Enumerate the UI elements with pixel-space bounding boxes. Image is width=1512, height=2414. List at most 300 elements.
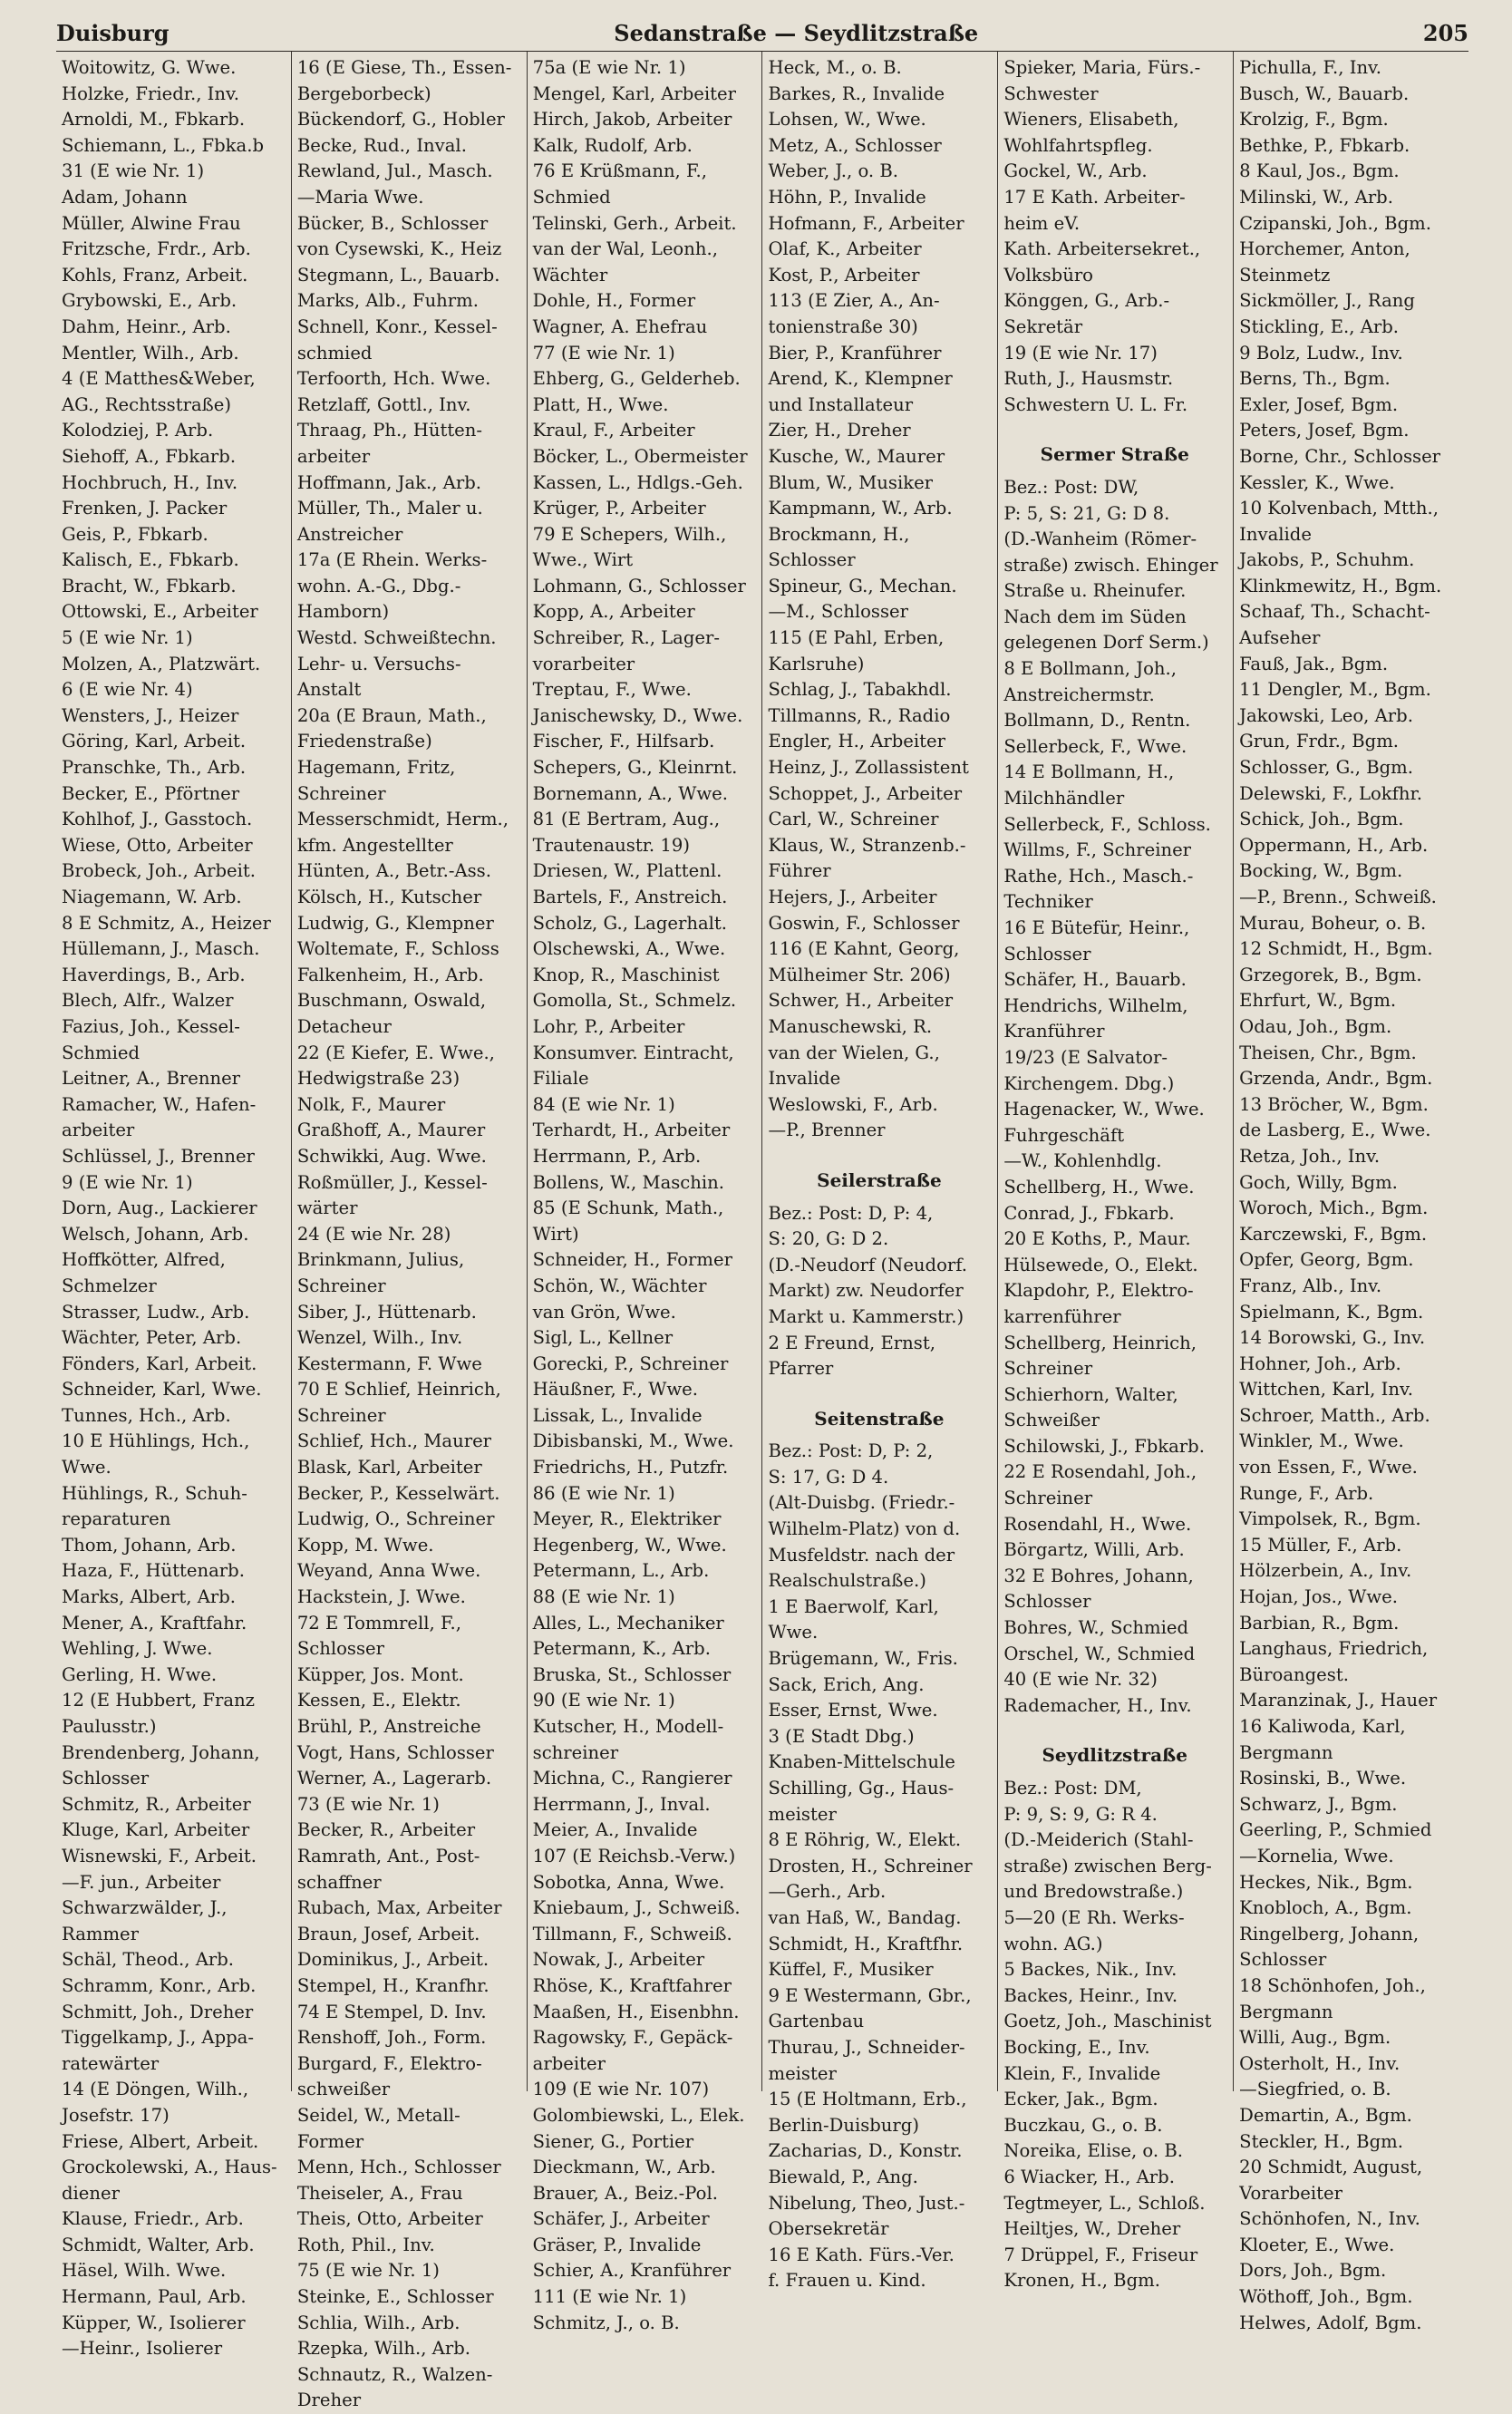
directory-entry: Hirch, Jakob, Arbeiter (532, 109, 732, 131)
directory-entry: Pranschke, Th., Arb. (62, 757, 247, 779)
directory-entry: Hühlings, R., Schuh- (62, 1482, 247, 1504)
street-heading: Seydlitzstraße (1042, 1744, 1187, 1767)
directory-columns (56, 52, 1468, 2411)
directory-entry: Göring, Karl, Arbeit. (62, 731, 247, 752)
directory-entry: tonienstraße 30) (768, 315, 918, 337)
directory-entry: Wohlfahrtspfleg. (1003, 134, 1153, 156)
directory-entry: Sellerbeck, F., Schloss. (1003, 813, 1211, 835)
directory-entry: Nolk, F., Maurer (296, 1093, 446, 1115)
directory-entry: —W., Kohlenhdlg. (1003, 1150, 1162, 1172)
directory-entry: karrenführer (1003, 1305, 1121, 1327)
directory-entry: AG., Rechtsstraße) (62, 393, 231, 415)
directory-entry: Meier, A., Invalide (532, 1819, 698, 1841)
directory-entry: von Essen, F., Wwe. (1239, 1457, 1418, 1478)
directory-entry: Invalide (1239, 523, 1312, 545)
directory-entry: Spineur, G., Mechan. (768, 575, 957, 596)
directory-entry: Wehling, J. Wwe. (62, 1638, 213, 1660)
directory-entry: Bracht, W., Fbkarb. (62, 575, 237, 596)
directory-entry: Anstreicher (296, 523, 403, 545)
column-1 (56, 52, 291, 2360)
directory-entry: 115 (E Pahl, Erben, (768, 627, 945, 649)
directory-entry: Ragowsky, F., Gepäck- (532, 2027, 733, 2049)
directory-entry: Ecker, Jak., Bgm. (1003, 2089, 1158, 2110)
directory-entry: 19/23 (E Salvator- (1003, 1046, 1168, 1068)
directory-entry: Nibelung, Theo, Just.- (768, 2192, 965, 2214)
directory-entry: Schepers, G., Kleinrnt. (532, 757, 738, 779)
directory-entry: Becke, Rud., Inval. (296, 134, 467, 156)
directory-entry: Tiggelkamp, J., Appa- (62, 2027, 254, 2049)
directory-entry: Tillmanns, R., Radio (768, 704, 951, 726)
directory-entry: 24 (E wie Nr. 28) (296, 1223, 451, 1245)
directory-entry: Schäl, Theod., Arb. (62, 1949, 235, 1971)
directory-entry: Seidel, W., Metall- (296, 2104, 460, 2126)
directory-entry: Wwe. (768, 1622, 819, 1643)
directory-entry: Lohsen, W., Wwe. (768, 109, 926, 131)
directory-entry: 3 (E Stadt Dbg.) (768, 1725, 915, 1747)
directory-entry: Runge, F., Arb. (1239, 1482, 1374, 1504)
directory-entry: Blask, Karl, Arbeiter (296, 1457, 482, 1478)
directory-entry: arbeiter (532, 2052, 606, 2074)
directory-entry: Kloeter, E., Wwe. (1239, 2234, 1395, 2255)
directory-entry: 4 (E Matthes&Weber, (62, 368, 256, 390)
directory-entry: 88 (E wie Nr. 1) (532, 1586, 675, 1608)
directory-entry: 18 Schönhofen, Joh., (1239, 1974, 1426, 1996)
directory-entry: Kalk, Rudolf, Arb. (532, 134, 693, 156)
directory-entry: Menn, Hch., Schlosser (296, 2157, 501, 2178)
directory-entry: Kölsch, H., Kutscher (296, 887, 482, 907)
column-2 (291, 52, 527, 2411)
directory-entry: Schneider, H., Former (532, 1249, 732, 1271)
directory-entry: Bocking, W., Bgm. (1239, 860, 1403, 882)
directory-entry: Klapdohr, P., Elektro- (1003, 1280, 1194, 1302)
directory-entry: Willms, F., Schreiner (1003, 839, 1192, 861)
directory-entry: Musfeldstr. nach der (768, 1544, 955, 1566)
directory-entry: 107 (E Reichsb.-Verw.) (532, 1845, 736, 1866)
directory-entry: Fazius, Joh., Kessel- (62, 1015, 240, 1037)
directory-entry: Scholz, G., Lagerhalt. (532, 912, 728, 934)
directory-entry: Noreika, Elise, o. B. (1003, 2140, 1183, 2162)
directory-entry: Frenken, J. Packer (62, 498, 228, 519)
directory-entry: Schmied (532, 186, 611, 208)
directory-entry: Ottowski, E., Arbeiter (62, 601, 258, 623)
directory-entry: Hegenberg, W., Wwe. (532, 1534, 727, 1556)
directory-entry: Nach dem im Süden (1003, 606, 1187, 627)
directory-entry: Becker, P., Kesselwärt. (296, 1482, 500, 1504)
directory-entry: Tegtmeyer, L., Schloß. (1003, 2192, 1206, 2214)
directory-entry: Alles, L., Mechaniker (532, 1612, 724, 1634)
directory-entry: gelegenen Dorf Serm.) (1003, 632, 1209, 654)
directory-entry: Carl, W., Schreiner (768, 809, 939, 830)
directory-entry: Hedwigstraße 23) (296, 1068, 460, 1090)
directory-entry: Engler, H., Arbeiter (768, 731, 946, 752)
directory-entry: Weyand, Anna Wwe. (296, 1560, 481, 1582)
directory-entry: P: 9, S: 9, G: R 4. (1003, 1803, 1158, 1825)
directory-entry: (D.-Neudorf (Neudorf. (768, 1254, 968, 1275)
directory-entry: Kath. Arbeitersekret., (1003, 238, 1201, 260)
directory-entry: Exler, Josef, Bgm. (1239, 393, 1399, 415)
directory-entry: S: 17, G: D 4. (768, 1466, 889, 1488)
directory-entry: Dibisbanski, M., Wwe. (532, 1430, 734, 1452)
directory-entry: 77 (E wie Nr. 1) (532, 342, 675, 364)
directory-entry: —Siegfried, o. B. (1239, 2079, 1391, 2100)
directory-entry: Vorarbeiter (1239, 2182, 1342, 2204)
directory-entry: 9 E Westermann, Gbr., (768, 1984, 972, 2006)
directory-entry: Terhardt, H., Arbeiter (532, 1120, 731, 1141)
directory-entry: Blum, W., Musiker (768, 471, 934, 493)
directory-entry: Vogt, Hans, Schlosser (296, 1741, 494, 1763)
directory-entry: 5 (E wie Nr. 1) (62, 627, 193, 649)
directory-entry: Kalisch, E., Fbkarb. (62, 549, 239, 571)
directory-entry: Helwes, Adolf, Bgm. (1239, 2312, 1422, 2333)
directory-entry: wärter (296, 1197, 358, 1219)
directory-entry: Ehberg, G., Gelderheb. (532, 368, 741, 390)
directory-entry: —P., Brenner (768, 1120, 886, 1141)
directory-entry: Haverdings, B., Arb. (62, 964, 246, 985)
directory-entry: Rubach, Max, Arbeiter (296, 1897, 502, 1919)
directory-entry: wohn. A.-G., Dbg.- (296, 575, 461, 596)
directory-entry: Oppermann, H., Arb. (1239, 834, 1429, 856)
directory-entry: Bez.: Post: DM, (1003, 1778, 1142, 1798)
directory-entry: Pfarrer (768, 1358, 834, 1380)
directory-entry: Theis, Otto, Arbeiter (296, 2208, 483, 2230)
directory-entry: Klinkmewitz, H., Bgm. (1239, 575, 1442, 596)
directory-entry: Dorn, Aug., Lackierer (62, 1197, 257, 1219)
street-heading: Sermer Straße (1040, 443, 1189, 466)
directory-entry: Falkenheim, H., Arb. (296, 964, 484, 985)
directory-entry: Hagenacker, W., Wwe. (1003, 1099, 1205, 1120)
directory-entry: Klause, Friedr., Arb. (62, 2208, 244, 2230)
directory-entry: 20 Schmidt, August, (1239, 2157, 1423, 2178)
directory-entry: Kranführer (1003, 1021, 1105, 1042)
directory-entry: Aufseher (1239, 627, 1321, 649)
directory-entry: schmied (296, 342, 373, 364)
directory-entry: Franz, Alb., Inv. (1239, 1275, 1382, 1296)
directory-entry: Grzegorek, B., Bgm. (1239, 964, 1422, 985)
directory-entry: Ringelberg, Johann, (1239, 1923, 1420, 1944)
directory-entry: schreiner (532, 1741, 619, 1763)
directory-entry: 20 E Koths, P., Maur. (1003, 1228, 1191, 1250)
directory-entry: 20a (E Braun, Math., (296, 704, 487, 726)
directory-entry: Siener, G., Portier (532, 2130, 694, 2152)
directory-entry: van der Wal, Leonh., (532, 238, 718, 260)
directory-entry: Delewski, F., Lokfhr. (1239, 782, 1422, 804)
directory-entry: Schlosser (296, 1638, 384, 1660)
directory-entry: Welsch, Johann, Arb. (62, 1223, 249, 1245)
directory-entry: meister (768, 1803, 837, 1825)
directory-entry: Sack, Erich, Ang. (768, 1673, 925, 1695)
directory-entry: Schön, W., Wächter (532, 1275, 707, 1296)
directory-entry: Küpper, Jos. Mont. (296, 1663, 464, 1685)
directory-entry: Hochbruch, H., Inv. (62, 471, 238, 493)
directory-entry: Werner, A., Lagerarb. (296, 1768, 492, 1789)
directory-entry: Hofmann, F., Arbeiter (768, 212, 964, 234)
directory-entry: 73 (E wie Nr. 1) (296, 1793, 440, 1815)
directory-entry: Fönders, Karl, Arbeit. (62, 1352, 257, 1374)
directory-entry: Zier, H., Dreher (768, 420, 911, 441)
directory-entry: —Maria Wwe. (296, 186, 424, 208)
directory-entry: Ehrfurt, W., Bgm. (1239, 990, 1397, 1012)
directory-entry: 9 (E wie Nr. 1) (62, 1171, 193, 1193)
directory-entry: Kusche, W., Maurer (768, 445, 945, 467)
directory-entry: Gräser, P., Invalide (532, 2234, 702, 2255)
column-3 (527, 52, 762, 2333)
directory-entry: Kniebaum, J., Schweiß. (532, 1897, 741, 1919)
directory-entry: Schmied (62, 1042, 141, 1063)
directory-entry: Schellberg, Heinrich, (1003, 1332, 1197, 1353)
directory-entry: Schwikki, Aug. Wwe. (296, 1145, 487, 1167)
directory-entry: Renshoff, Joh., Form. (296, 2027, 487, 2049)
directory-entry: Strasser, Ludw., Arb. (62, 1301, 250, 1323)
directory-entry: und Installateur (768, 393, 914, 415)
directory-entry: 5—20 (E Rh. Werks- (1003, 1906, 1185, 1928)
directory-entry: Bez.: Post: D, P: 4, (768, 1202, 934, 1224)
directory-entry: Schmelzer (62, 1275, 157, 1296)
directory-entry: Wisnewski, F., Arbeit. (62, 1845, 257, 1866)
directory-entry: 10 E Hühlings, Hch., (62, 1430, 250, 1452)
directory-entry: Telinski, Gerh., Arbeit. (532, 212, 737, 234)
directory-entry: P: 5, S: 21, G: D 8. (1003, 502, 1170, 524)
directory-entry: Krüger, P., Arbeiter (532, 498, 706, 519)
directory-entry: 109 (E wie Nr. 107) (532, 2079, 710, 2100)
directory-entry: Herrmann, J., Inval. (532, 1793, 711, 1815)
directory-entry: Bez.: Post: DW, (1003, 476, 1139, 498)
directory-entry: Schwarz, J., Bgm. (1239, 1793, 1398, 1815)
directory-entry: Schilling, Gg., Haus- (768, 1778, 955, 1798)
directory-entry: Hoffmann, Jak., Arb. (296, 471, 481, 493)
directory-entry: Meyer, R., Elektriker (532, 1508, 722, 1530)
directory-entry: Bethke, P., Fbkarb. (1239, 134, 1410, 156)
directory-entry: 12 (E Hubbert, Franz (62, 1690, 256, 1711)
directory-entry: Hojan, Jos., Wwe. (1239, 1586, 1398, 1608)
directory-entry: Rosendahl, H., Wwe. (1003, 1513, 1192, 1535)
directory-entry: Former (296, 2130, 364, 2152)
directory-entry: Schellberg, H., Wwe. (1003, 1176, 1195, 1197)
directory-entry: Schlia, Wilh., Arb. (296, 2312, 460, 2333)
directory-entry: Schlosser (1003, 943, 1091, 965)
header-city: Duisburg (56, 20, 170, 46)
directory-entry: Knaben-Mittelschule (768, 1751, 955, 1773)
directory-entry: Karlsruhe) (768, 653, 865, 674)
directory-entry: 75 (E wie Nr. 1) (296, 2260, 440, 2282)
directory-entry: Haza, F., Hüttenarb. (62, 1560, 245, 1582)
directory-entry: Marks, Alb., Fuhrm. (296, 290, 479, 312)
directory-entry: ratewärter (62, 2052, 160, 2074)
directory-entry: Realschulstraße.) (768, 1570, 926, 1592)
directory-entry: Fritzsche, Frdr., Arb. (62, 238, 251, 260)
directory-entry: Petermann, K., Arb. (532, 1638, 711, 1660)
directory-entry: Schoppet, J., Arbeiter (768, 782, 963, 804)
directory-entry: 22 E Rosendahl, Joh., (1003, 1461, 1197, 1483)
directory-entry: 10 Kolvenbach, Mtth., (1239, 498, 1439, 519)
directory-entry: 113 (E Zier, A., An- (768, 290, 940, 312)
directory-entry: Gerling, H. Wwe. (62, 1663, 218, 1685)
directory-entry: Willi, Aug., Bgm. (1239, 2027, 1391, 2049)
directory-entry: Milinski, W., Arb. (1239, 186, 1393, 208)
directory-entry: 85 (E Schunk, Math., (532, 1197, 724, 1219)
directory-entry: straße) zwischen Berg- (1003, 1855, 1212, 1876)
directory-entry: Woltemate, F., Schloss (296, 938, 499, 960)
directory-entry: Schramm, Konr., Arb. (62, 1974, 257, 1996)
directory-entry: 16 Kaliwoda, Karl, (1239, 1716, 1406, 1737)
directory-entry: 17a (E Rhein. Werks- (296, 549, 488, 571)
directory-entry: Kirchengem. Dbg.) (1003, 1072, 1175, 1094)
directory-entry: Dohle, H., Former (532, 290, 696, 312)
directory-entry: Mener, A., Kraftfahr. (62, 1612, 247, 1634)
directory-entry: Rammer (62, 1923, 140, 1944)
directory-entry: Brühl, P., Anstreiche (296, 1716, 481, 1737)
directory-entry: 6 (E wie Nr. 4) (62, 679, 193, 701)
directory-entry: Retzlaff, Gottl., Inv. (296, 393, 471, 415)
directory-entry: 40 (E wie Nr. 32) (1003, 1669, 1158, 1691)
directory-entry: Thom, Johann, Arb. (62, 1534, 237, 1556)
directory-entry: 12 Schmidt, H., Bgm. (1239, 938, 1433, 960)
directory-entry: Lissak, L., Invalide (532, 1404, 703, 1426)
directory-entry: schaffner (296, 1871, 382, 1893)
directory-entry: Karczewski, F., Bgm. (1239, 1223, 1428, 1245)
directory-entry: Stempel, H., Kranfhr. (296, 1974, 489, 1996)
directory-entry: Bücker, B., Schlosser (296, 212, 489, 234)
directory-entry: Häsel, Wilh. Wwe. (62, 2260, 227, 2282)
directory-entry: und Bredowstraße.) (1003, 1881, 1184, 1903)
directory-entry: Grybowski, E., Arb. (62, 290, 237, 312)
directory-entry: Maranzinak, J., Hauer (1239, 1690, 1438, 1711)
directory-entry: f. Frauen u. Kind. (768, 2270, 926, 2292)
directory-entry: Schweißer (1003, 1410, 1100, 1431)
directory-entry: Treptau, F., Wwe. (532, 679, 692, 701)
directory-entry: Blech, Alfr., Walzer (62, 990, 234, 1012)
directory-entry: Opfer, Georg, Bgm. (1239, 1249, 1414, 1271)
directory-entry: Westd. Schweißtechn. (296, 627, 497, 649)
directory-entry: Schreiner (296, 782, 386, 804)
directory-entry: Schnautz, R., Walzen- (296, 2363, 493, 2385)
directory-entry: Rosinski, B., Wwe. (1239, 1768, 1407, 1789)
directory-entry: Schwer, H., Arbeiter (768, 990, 954, 1012)
directory-entry: Küffel, F., Musiker (768, 1959, 934, 1981)
directory-entry: Wirt) (532, 1223, 579, 1245)
directory-entry: Markt u. Kammerstr.) (768, 1305, 964, 1327)
directory-entry: Hejers, J., Arbeiter (768, 887, 937, 907)
directory-entry: Berns, Th., Bgm. (1239, 368, 1391, 390)
directory-entry: Drosten, H., Schreiner (768, 1855, 973, 1876)
directory-entry: 72 E Tommrell, F., (296, 1612, 461, 1634)
directory-entry: Kampmann, W., Arb. (768, 498, 953, 519)
directory-entry: 9 Bolz, Ludw., Inv. (1239, 342, 1403, 364)
directory-entry: Detacheur (296, 1015, 392, 1037)
directory-entry: Könggen, G., Arb.- (1003, 290, 1170, 312)
directory-entry: wohn. AG.) (1003, 1933, 1103, 1954)
column-6 (1233, 52, 1468, 2333)
directory-entry: Schmidt, H., Kraftfhr. (768, 1933, 964, 1954)
directory-entry: Terfoorth, Hch. Wwe. (296, 368, 491, 390)
directory-entry: Peters, Josef, Bgm. (1239, 420, 1410, 441)
directory-entry: 70 E Schlief, Heinrich, (296, 1379, 501, 1401)
directory-entry: Grzenda, Andr., Bgm. (1239, 1068, 1433, 1090)
directory-entry: Hagemann, Fritz, (296, 757, 456, 779)
directory-entry: Roth, Phil., Inv. (296, 2234, 435, 2255)
directory-entry: Herrmann, P., Arb. (532, 1145, 702, 1167)
directory-entry: 2 E Freund, Ernst, (768, 1332, 935, 1353)
directory-entry: Hölzerbein, A., Inv. (1239, 1560, 1412, 1582)
directory-entry: Dominikus, J., Arbeit. (296, 1949, 489, 1971)
directory-entry: Busch, W., Bauarb. (1239, 82, 1410, 104)
directory-entry: Schreiner (296, 1404, 386, 1426)
directory-entry: Goetz, Joh., Maschinist (1003, 2011, 1212, 2032)
directory-entry: Brauer, A., Beiz.-Pol. (532, 2182, 718, 2204)
directory-entry: Schmitz, J., o. B. (532, 2312, 680, 2333)
directory-entry: Gockel, W., Arb. (1003, 160, 1148, 182)
directory-entry: Schreiber, R., Lager- (532, 627, 720, 649)
directory-entry: Ludwig, O., Schreiner (296, 1508, 495, 1530)
directory-entry: Sickmöller, J., Rang (1239, 290, 1415, 312)
directory-entry: Volksbüro (1003, 264, 1093, 286)
directory-entry: Schaaf, Th., Schacht- (1239, 601, 1430, 623)
directory-entry: Lehr- u. Versuchs- (296, 653, 461, 674)
directory-entry: Schäfer, J., Arbeiter (532, 2208, 710, 2230)
directory-entry: Osterholt, H., Inv. (1239, 2052, 1401, 2074)
directory-entry: Techniker (1003, 891, 1093, 913)
directory-entry: Wwe. (62, 1457, 111, 1478)
directory-entry: Bruska, St., Schlosser (532, 1663, 732, 1685)
directory-entry: 1 E Baerwolf, Karl, (768, 1595, 939, 1617)
directory-entry: Schlosser, G., Bgm. (1239, 757, 1413, 779)
directory-entry: Hohner, Joh., Arb. (1239, 1352, 1401, 1374)
directory-entry: Bergmann (1239, 2001, 1333, 2022)
directory-entry: Arnoldi, M., Fbkarb. (62, 109, 246, 131)
directory-entry: 11 Dengler, M., Bgm. (1239, 679, 1431, 701)
directory-entry: Demartin, A., Bgm. (1239, 2104, 1412, 2126)
directory-entry: Schnell, Konr., Kessel- (296, 315, 498, 337)
directory-entry: (D.-Wanheim (Römer- (1003, 528, 1197, 550)
directory-entry: Hamborn) (296, 601, 390, 623)
directory-entry: —P., Brenn., Schweiß. (1239, 887, 1437, 907)
directory-entry: Langhaus, Friedrich, (1239, 1638, 1429, 1660)
directory-entry: Czipanski, Joh., Bgm. (1239, 212, 1431, 234)
directory-entry: 84 (E wie Nr. 1) (532, 1093, 675, 1115)
directory-entry: Schlief, Hch., Maurer (296, 1430, 492, 1452)
directory-entry: Schneider, Karl, Wwe. (62, 1379, 262, 1401)
directory-entry: 13 Bröcher, W., Bgm. (1239, 1093, 1429, 1115)
directory-entry: Siehoff, A., Fbkarb. (62, 445, 237, 467)
directory-entry: Berlin-Duisburg) (768, 2114, 919, 2136)
directory-entry: Metz, A., Schlosser (768, 134, 942, 156)
directory-entry: 111 (E wie Nr. 1) (532, 2286, 687, 2308)
directory-entry: 90 (E wie Nr. 1) (532, 1690, 675, 1711)
directory-entry: Knobloch, A., Bgm. (1239, 1897, 1412, 1919)
directory-entry: Wittchen, Karl, Inv. (1239, 1379, 1413, 1401)
directory-entry: Geerling, P., Schmied (1239, 1819, 1432, 1841)
directory-entry: 7 Drüppel, F., Friseur (1003, 2244, 1198, 2265)
directory-entry: Murau, Boheur, o. B. (1239, 912, 1427, 934)
directory-entry: Graßhoff, A., Maurer (296, 1120, 486, 1141)
directory-entry: Driesen, W., Plattenl. (532, 860, 722, 882)
directory-entry: Rhöse, K., Kraftfahrer (532, 1974, 732, 1996)
directory-entry: Kost, P., Arbeiter (768, 264, 920, 286)
directory-entry: Wwe., Wirt (532, 549, 634, 571)
directory-entry: 16 E Kath. Fürs.-Ver. (768, 2244, 955, 2265)
directory-entry: 8 E Röhrig, W., Elekt. (768, 1829, 962, 1851)
directory-entry: Knop, R., Maschinist (532, 964, 720, 985)
directory-entry: Zacharias, D., Konstr. (768, 2140, 963, 2162)
directory-entry: Bornemann, A., Wwe. (532, 782, 728, 804)
directory-entry: Schmidt, Walter, Arb. (62, 2234, 255, 2255)
directory-entry: Burgard, F., Elektro- (296, 2052, 482, 2074)
directory-entry: Braun, Josef, Arbeit. (296, 1923, 480, 1944)
directory-entry: Anstalt (296, 679, 362, 701)
directory-entry: 75a (E wie Nr. 1) (532, 57, 686, 78)
directory-entry: Gartenbau (768, 2011, 865, 2032)
directory-entry: Heck, M., o. B. (768, 57, 902, 78)
directory-entry: Dreher (296, 2390, 362, 2411)
